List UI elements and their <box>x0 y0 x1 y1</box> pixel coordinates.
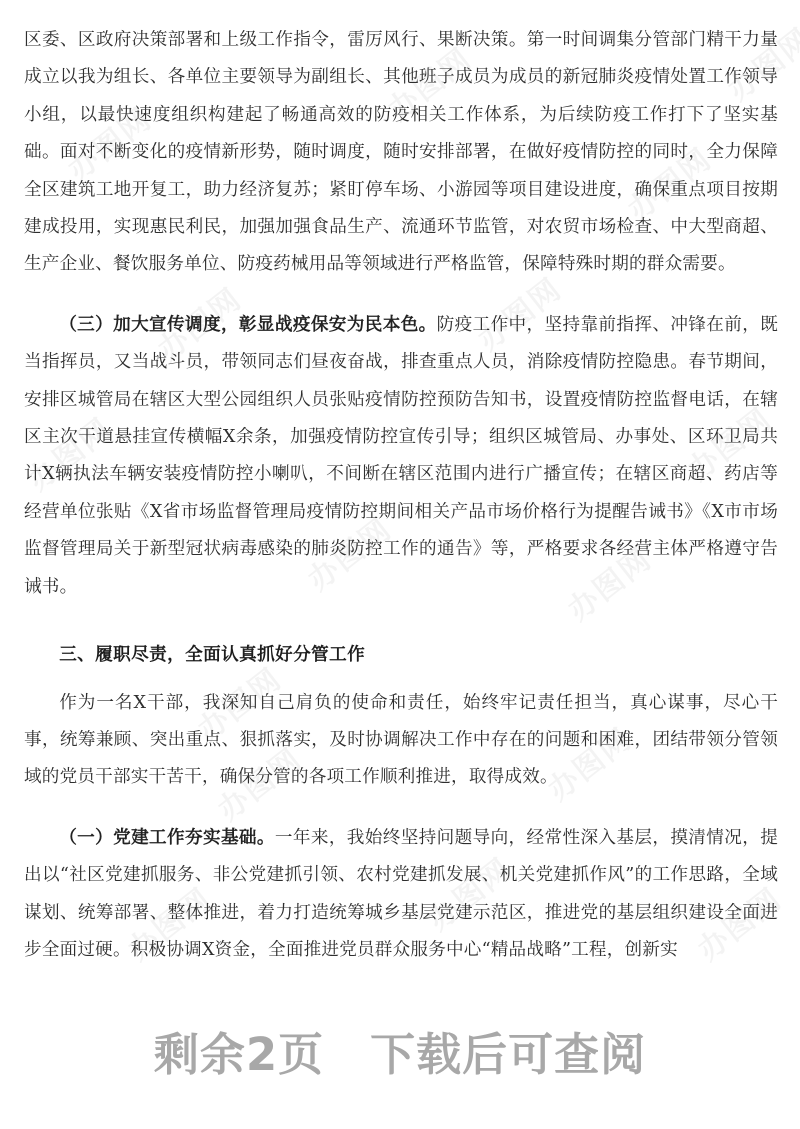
paragraph-text: 作为一名X干部，我深知自己肩负的使命和责任，始终牢记责任担当，真心谋事，尽心干事，统筹兼顾、突出重点、狠抓落实，及时协调解决工作中存在的问题和困难，团结带领分管领域的党员干部实干苦干，确保分管的各项工作顺利推进，取得成效。 <box>24 692 778 788</box>
paragraph-lead: （一）党建工作夯实基础。 <box>59 826 275 848</box>
paragraph-lead: （三）加大宣传调度，彰显战疫保安为民本色。 <box>59 313 437 335</box>
paragraph-text: 区委、区政府决策部署和上级工作指令，雷厉风行、果断决策。第一时间调集分管部门精干力量成立以我为组长、各单位主要领导为副组长、其他班子成员为成员的新冠肺炎疫情处置工作领导小组，以最快速度组织构建起了畅通高效的防疫相关工作体系，为后续防疫工作打下了坚实基础。面对不断变化的疫情新形势，随时调度，随时安排部署，在做好疫情防控的同时，全力保障全区建筑工地开复工，助力经济复苏；紧盯停车场、小游园等项目建设进度，确保重点项目按期建成投用，实现惠民利民，加强加强食品生产、流通环节监管，对农贸市场检查、中大型商超、生产企业、餐饮服务单位、防疫药械用品等领域进行严格监管，保障特殊时期的群众需要。 <box>24 30 778 275</box>
section-spacer <box>0 606 800 636</box>
paragraph-text: 一年来，我始终坚持问题导向，经常性深入基层，摸清情况，提出以“社区党建抓服务、非公党建抓引领、农村党建抓发展、机关党建抓作风”的工作思路，全域谋划、统筹部署、整体推进，着力打造统筹城乡基层党建示范区，推进党的基层组织建设全面进步全面过硬。积极协调X资金，全面推进党员群众服务中心“精品战略”工程，创新实 <box>24 827 778 960</box>
heading-spacer <box>0 674 800 685</box>
remaining-pages-notice <box>0 1027 800 1083</box>
paragraph <box>0 685 800 797</box>
paragraph-spacer <box>0 284 800 306</box>
remaining-pages-label: 剩余2页 下载后可查阅 <box>153 1028 647 1081</box>
paragraph <box>0 819 800 970</box>
paragraph <box>0 0 800 284</box>
paragraph-spacer <box>0 797 800 819</box>
paragraph-text: 防疫工作中，坚持靠前指挥、冲锋在前，既当指挥员，又当战斗员，带领同志们昼夜奋战，排查重点人员，消除疫情防控隐患。春节期间，安排区城管局在辖区大型公园组织人员张贴疫情防控预防告知书，设置疫情防控监督电话，在辖区主次干道悬挂宣传横幅X余条，加强疫情防控宣传引导；组织区城管局、办事处、区环卫局共计X辆执法车辆安装疫情防控小喇叭，不间断在辖区范围内进行广播宣传；在辖区商超、药店等经营单位张贴《X省市场监督管理局疫情防控期间相关产品市场价格行为提醒告诫书》《X市市场监督管理局关于新型冠状病毒感染的肺炎防控工作的通告》等，严格要求各经营主体严格遵守告诫书。 <box>24 314 778 597</box>
paragraph <box>0 306 800 606</box>
section-heading: 三、履职尽责，全面认真抓好分管工作 <box>59 644 366 666</box>
